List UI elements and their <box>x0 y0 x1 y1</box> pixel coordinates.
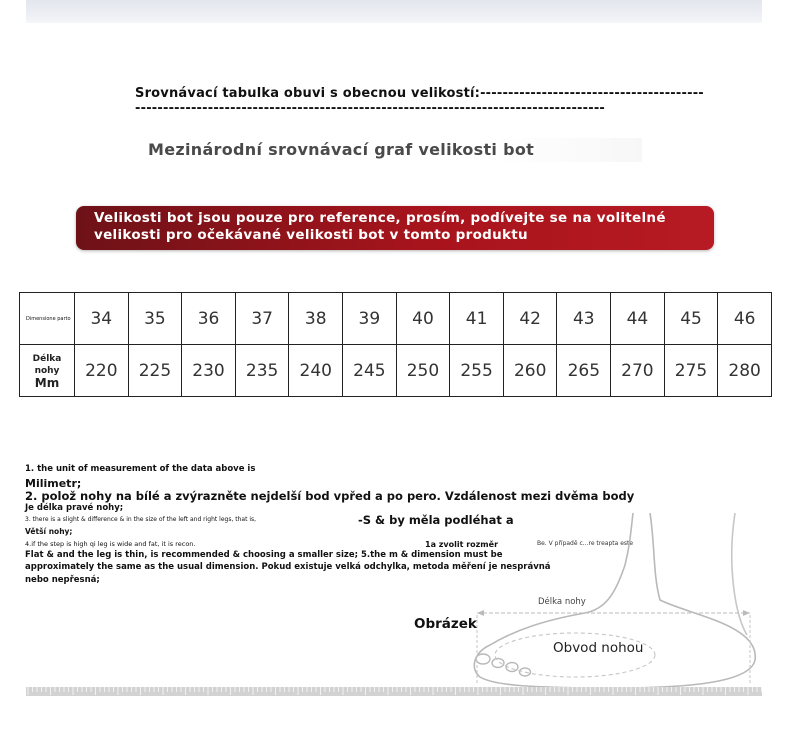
length-cell: 245 <box>343 345 397 397</box>
info-line-9: approximately the same as the usual dimension. Pokud existuje velká odchylka, metoda měření je nesprávná <box>25 562 551 572</box>
size-cell: 45 <box>664 293 718 345</box>
size-cell: 38 <box>289 293 343 345</box>
notice-line-2: velikosti pro očekávané velikosti bot v tomto produktu <box>94 227 528 243</box>
length-cell: 280 <box>718 345 772 397</box>
ruler <box>26 684 762 698</box>
info-line-7: 4.if the step is high qi leg is wide and fat, it is recon. <box>25 540 196 548</box>
length-cell: 275 <box>664 345 718 397</box>
length-cell: 230 <box>182 345 236 397</box>
info-line-7c: Be. V případě c...re treapta este <box>537 540 634 547</box>
size-cell: 37 <box>235 293 289 345</box>
info-line-4: Je délka pravé nohy; <box>25 503 124 513</box>
notice-banner <box>76 206 714 250</box>
length-cell: 225 <box>128 345 182 397</box>
info-line-1: 1. the unit of measurement of the data above is <box>25 464 256 474</box>
info-line-10: nebo nepřesná; <box>25 575 100 585</box>
size-table <box>19 292 772 397</box>
notice-line-1: Velikosti bot jsou pouze pro reference, prosím, podívejte se na volitelné <box>94 210 666 226</box>
info-line-7b: 1a zvolit rozměr <box>425 540 499 549</box>
size-row <box>20 293 772 345</box>
length-label-b: nohy <box>34 365 60 376</box>
length-cell: 270 <box>611 345 665 397</box>
length-row-header <box>20 345 75 397</box>
size-cell: 39 <box>343 293 397 345</box>
info-line-3: 2. polož nohy na bílé a zvýrazněte nejdelší bod vpřed a po pero. Vzdálenost mezi dvěma body <box>25 489 635 503</box>
size-row-header: Dimensione parto <box>20 293 75 345</box>
size-cell: 43 <box>557 293 611 345</box>
info-line-8: Flat & and the leg is thin, is recommended & choosing a smaller size; 5.the m & dimension must be <box>25 550 503 560</box>
length-row <box>20 345 772 397</box>
length-unit: Mm <box>34 375 60 390</box>
size-cell: 44 <box>611 293 665 345</box>
chart-title: Srovnávací tabulka obuvi s obecnou velikostí:---------------------------------------------------------------------------------------------------------------------------- <box>135 86 704 116</box>
size-cell: 35 <box>128 293 182 345</box>
size-cell: 41 <box>450 293 504 345</box>
length-label-a: Délka <box>32 353 62 364</box>
size-cell: 46 <box>718 293 772 345</box>
length-cell: 265 <box>557 345 611 397</box>
size-cell: 40 <box>396 293 450 345</box>
info-line-2: Milimetr; <box>25 477 82 490</box>
size-cell: 42 <box>503 293 557 345</box>
foot-length-label: Délka nohy <box>538 597 586 607</box>
size-cell: 34 <box>75 293 129 345</box>
figure-label: Obrázek <box>414 616 477 632</box>
length-cell: 250 <box>396 345 450 397</box>
info-line-6: Větší nohy; <box>25 527 73 536</box>
foot-circumference-label: Obvod nohou <box>553 640 644 656</box>
length-cell: 260 <box>503 345 557 397</box>
foot-illustration <box>465 505 765 705</box>
info-line-5: 3. there is a slight & difference & in the size of the left and right legs, that is, <box>25 516 257 523</box>
chart-subtitle: Mezinárodní srovnávací graf velikosti bot <box>146 138 642 162</box>
length-cell: 220 <box>75 345 129 397</box>
info-line-5b: -S & by měla podléhat a <box>358 513 514 527</box>
length-cell: 235 <box>235 345 289 397</box>
length-cell: 240 <box>289 345 343 397</box>
size-cell: 36 <box>182 293 236 345</box>
top-banner-strip <box>26 0 762 23</box>
length-cell: 255 <box>450 345 504 397</box>
